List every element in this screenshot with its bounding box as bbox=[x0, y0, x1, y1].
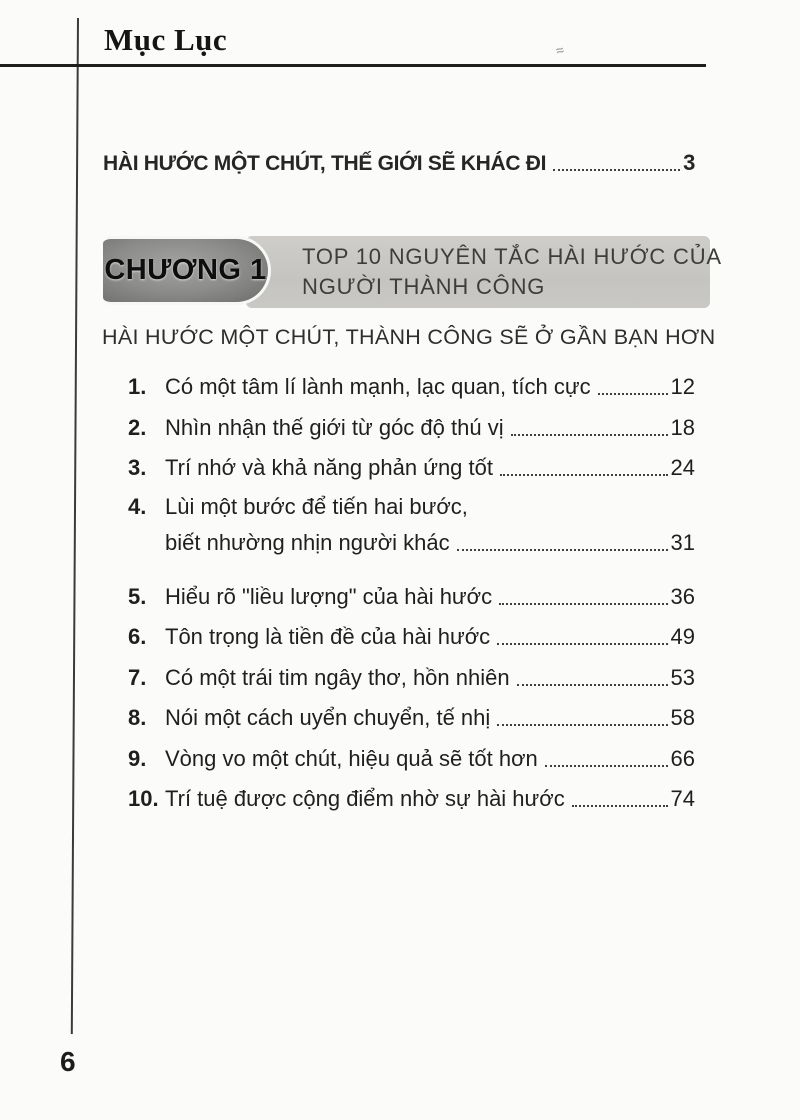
toc-entry-title: Có một trái tim ngây thơ, hồn nhiên bbox=[165, 664, 510, 690]
chapter-badge-label: CHƯƠNG 1 bbox=[104, 254, 267, 286]
dot-leader bbox=[598, 393, 668, 395]
toc-entry-number: 2. bbox=[128, 414, 147, 440]
toc-entry-page: 58 bbox=[670, 705, 695, 730]
toc-entry bbox=[128, 742, 695, 772]
toc-entry-page: 49 bbox=[670, 624, 695, 649]
chapter-badge bbox=[103, 236, 271, 305]
toc-entry-title: Có một tâm lí lành mạnh, lạc quan, tích cực bbox=[165, 374, 591, 399]
dot-leader bbox=[572, 805, 668, 807]
toc-entry-page: 3 bbox=[683, 150, 695, 175]
chapter-subtitle: HÀI HƯỚC MỘT CHÚT, THÀNH CÔNG SẼ Ở GẦN BẠN HƠN bbox=[102, 325, 716, 349]
toc-entry-line2 bbox=[165, 528, 695, 556]
dot-leader bbox=[499, 603, 667, 605]
toc-entry-number: 6. bbox=[128, 624, 147, 649]
dot-leader bbox=[517, 684, 668, 686]
toc-entry-page: 66 bbox=[670, 745, 695, 771]
toc-entry bbox=[128, 492, 695, 556]
chapter-title-line1: TOP 10 NGUYÊN TẮC HÀI HƯỚC CỦA bbox=[302, 244, 722, 269]
toc-entry-number: 5. bbox=[128, 583, 147, 609]
toc-entry bbox=[128, 411, 695, 441]
toc-entry-line1 bbox=[128, 492, 695, 520]
dot-leader bbox=[545, 765, 668, 767]
toc-entry-page: 18 bbox=[670, 414, 695, 440]
toc-entry-page: 74 bbox=[670, 786, 695, 811]
toc-entry-intro bbox=[103, 150, 695, 176]
toc-entry bbox=[128, 580, 695, 610]
toc-entry-number: 7. bbox=[128, 664, 147, 690]
toc-entry-number: 8. bbox=[128, 705, 147, 730]
toc-entry-title-continued: biết nhường nhịn người khác bbox=[165, 529, 450, 555]
toc-entry-title: Hiểu rõ "liều lượng" của hài hước bbox=[165, 583, 493, 609]
page-title: Mục Lục bbox=[104, 22, 228, 57]
toc-entry-page: 12 bbox=[670, 374, 695, 399]
toc-entry-title: Tôn trọng là tiền đề của hài hước bbox=[165, 624, 491, 649]
chapter-title-banner bbox=[246, 236, 722, 308]
toc-entry-number: 4. bbox=[128, 493, 147, 519]
toc-entry-page: 31 bbox=[670, 529, 695, 555]
toc-entry bbox=[128, 701, 695, 731]
dot-leader bbox=[500, 474, 668, 476]
toc-entry bbox=[128, 782, 695, 812]
dot-leader bbox=[457, 549, 668, 551]
toc-entry bbox=[128, 661, 695, 691]
toc-entry bbox=[128, 370, 695, 400]
header-underline bbox=[0, 64, 706, 67]
toc-entry-title: Trí nhớ và khả năng phản ứng tốt bbox=[165, 455, 493, 480]
dot-leader bbox=[511, 434, 668, 436]
dot-leader bbox=[497, 643, 667, 645]
margin-vertical-rule bbox=[71, 18, 79, 1034]
toc-entry bbox=[128, 451, 695, 481]
toc-entry-title: Nhìn nhận thế giới từ góc độ thú vị bbox=[165, 414, 504, 440]
toc-list bbox=[128, 370, 695, 823]
page-number: 6 bbox=[60, 1046, 76, 1077]
toc-entry-title: Lùi một bước để tiến hai bước, bbox=[165, 493, 468, 519]
toc-entry-number: 9. bbox=[128, 745, 147, 771]
chapter-title bbox=[302, 242, 722, 302]
scan-smudge-mark: ≈ bbox=[554, 41, 566, 59]
toc-entry-page: 36 bbox=[670, 583, 695, 609]
toc-entry-page: 24 bbox=[670, 455, 695, 480]
toc-entry-number: 3. bbox=[128, 455, 147, 480]
toc-entry-number: 1. bbox=[128, 374, 147, 399]
toc-entry-title: Nói một cách uyển chuyển, tế nhị bbox=[165, 705, 491, 730]
toc-entry-title: Trí tuệ được cộng điểm nhờ sự hài hước bbox=[165, 786, 565, 811]
toc-entry-number: 10. bbox=[128, 786, 159, 811]
toc-entry-title: Vòng vo một chút, hiệu quả sẽ tốt hơn bbox=[165, 745, 538, 771]
toc-entry-title: HÀI HƯỚC MỘT CHÚT, THẾ GIỚI SẼ KHÁC ĐI bbox=[103, 152, 547, 175]
chapter-title-line2: NGƯỜI THÀNH CÔNG bbox=[302, 274, 546, 299]
toc-entry bbox=[128, 620, 695, 650]
dot-leader bbox=[497, 724, 667, 726]
toc-entry-page: 53 bbox=[670, 664, 695, 690]
dot-leader bbox=[553, 169, 680, 171]
